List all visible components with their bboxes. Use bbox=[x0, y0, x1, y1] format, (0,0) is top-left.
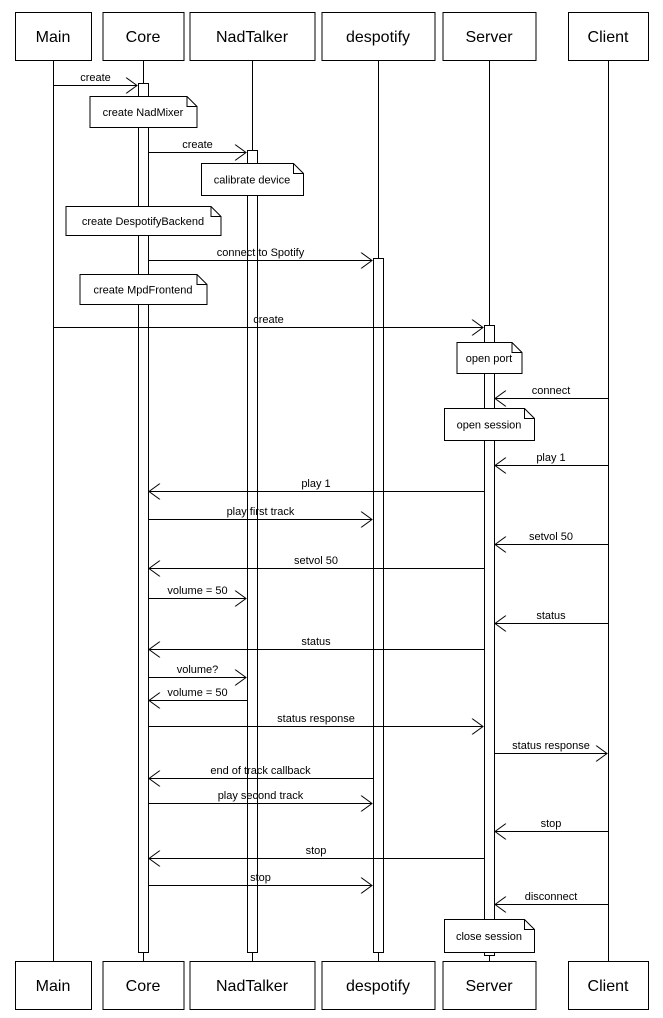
message-9-setvol-50 bbox=[495, 531, 608, 545]
participant-box-bottom-server bbox=[443, 962, 536, 1010]
message-11-volume-50 bbox=[148, 585, 246, 599]
note-4-create-mpdfrontend bbox=[80, 275, 207, 305]
participant-box-top-core bbox=[103, 13, 184, 61]
message-14-volume bbox=[148, 664, 246, 678]
participant-name: Core bbox=[125, 978, 161, 995]
message-18-end-of-track-callback bbox=[149, 765, 373, 779]
participant-box-top-nadtalker bbox=[190, 13, 315, 61]
participant-name: despotify bbox=[345, 978, 411, 995]
participant-box-top-despotify bbox=[322, 13, 435, 61]
note-label: create MpdFrontend bbox=[93, 284, 193, 297]
message-20-stop bbox=[495, 818, 608, 832]
notes-layer bbox=[66, 97, 535, 953]
message-13-status bbox=[149, 636, 484, 650]
participant-name: Core bbox=[125, 29, 161, 46]
message-label: setvol 50 bbox=[293, 555, 339, 567]
message-4-create bbox=[53, 314, 483, 328]
message-21-stop bbox=[149, 845, 484, 859]
message-6-play-1 bbox=[495, 452, 608, 466]
message-label: stop bbox=[540, 818, 562, 830]
participant-name: Main bbox=[35, 978, 71, 995]
message-16-status-response bbox=[148, 713, 483, 727]
message-23-disconnect bbox=[495, 891, 608, 905]
message-7-play-1 bbox=[149, 478, 484, 492]
participant-name: despotify bbox=[345, 29, 411, 46]
note-label: open session bbox=[456, 419, 522, 432]
message-label: stop bbox=[305, 845, 327, 857]
note-label: create DespotifyBackend bbox=[81, 216, 205, 228]
participant-box-bottom-main bbox=[16, 962, 92, 1010]
message-label: status bbox=[301, 636, 331, 648]
message-label: create bbox=[182, 139, 213, 151]
message-label: create bbox=[253, 314, 284, 326]
message-19-play-second-track bbox=[148, 790, 372, 804]
participant-boxes-layer bbox=[16, 13, 649, 1010]
activation-bar-nadtalker bbox=[248, 151, 258, 953]
message-15-volume-50 bbox=[149, 687, 247, 701]
message-label: disconnect bbox=[524, 891, 578, 903]
lifelines-layer bbox=[54, 60, 609, 961]
participant-box-bottom-client bbox=[569, 962, 649, 1010]
message-label: end of track callback bbox=[210, 765, 311, 777]
note-label: create NadMixer bbox=[102, 107, 184, 119]
note-label: close session bbox=[455, 931, 523, 943]
note-1-create-nadmixer bbox=[90, 97, 197, 128]
message-label: volume = 50 bbox=[167, 687, 228, 699]
participant-name: Main bbox=[35, 29, 71, 46]
participant-name: Client bbox=[587, 29, 629, 46]
message-3-connect-to-spotify bbox=[148, 247, 372, 261]
message-8-play-first-track bbox=[148, 506, 372, 520]
participant-box-top-client bbox=[569, 13, 649, 61]
note-label: open port bbox=[465, 353, 513, 365]
message-label: play second track bbox=[217, 790, 304, 802]
message-label: status response bbox=[512, 740, 590, 752]
message-22-stop bbox=[148, 872, 372, 886]
message-label: play first track bbox=[226, 506, 295, 518]
message-10-setvol-50 bbox=[149, 555, 484, 569]
participant-box-top-main bbox=[16, 13, 92, 61]
message-5-connect bbox=[495, 385, 608, 399]
message-2-create bbox=[148, 139, 246, 153]
message-1-create bbox=[53, 72, 137, 86]
note-label: calibrate device bbox=[213, 174, 291, 187]
note-2-calibrate-device bbox=[202, 164, 304, 196]
participant-name: Server bbox=[465, 978, 513, 995]
message-label: volume? bbox=[176, 664, 219, 676]
note-7-close-session bbox=[445, 920, 535, 953]
message-17-status-response bbox=[494, 740, 607, 754]
message-label: status bbox=[536, 610, 566, 622]
messages-layer bbox=[53, 72, 608, 905]
message-12-status bbox=[495, 610, 608, 624]
note-6-open-session bbox=[445, 409, 535, 441]
participant-box-bottom-nadtalker bbox=[190, 962, 315, 1010]
message-label: create bbox=[80, 72, 111, 84]
message-label: volume = 50 bbox=[167, 585, 228, 597]
participant-name: NadTalker bbox=[215, 29, 289, 46]
activation-bar-despotify bbox=[374, 259, 384, 953]
participant-name: NadTalker bbox=[215, 978, 289, 995]
message-label: setvol 50 bbox=[528, 531, 574, 543]
participant-name: Client bbox=[587, 978, 629, 995]
message-label: connect bbox=[531, 385, 571, 397]
participant-box-bottom-despotify bbox=[322, 962, 435, 1010]
message-label: play 1 bbox=[301, 478, 331, 490]
message-label: status response bbox=[277, 713, 355, 725]
note-3-create-despotifybackend bbox=[66, 207, 221, 236]
message-label: play 1 bbox=[536, 452, 566, 464]
participant-name: Server bbox=[465, 29, 513, 46]
participant-box-bottom-core bbox=[103, 962, 184, 1010]
participant-box-top-server bbox=[443, 13, 536, 61]
note-5-open-port bbox=[457, 343, 522, 374]
message-label: connect to Spotify bbox=[216, 247, 305, 259]
message-label: stop bbox=[250, 872, 271, 884]
